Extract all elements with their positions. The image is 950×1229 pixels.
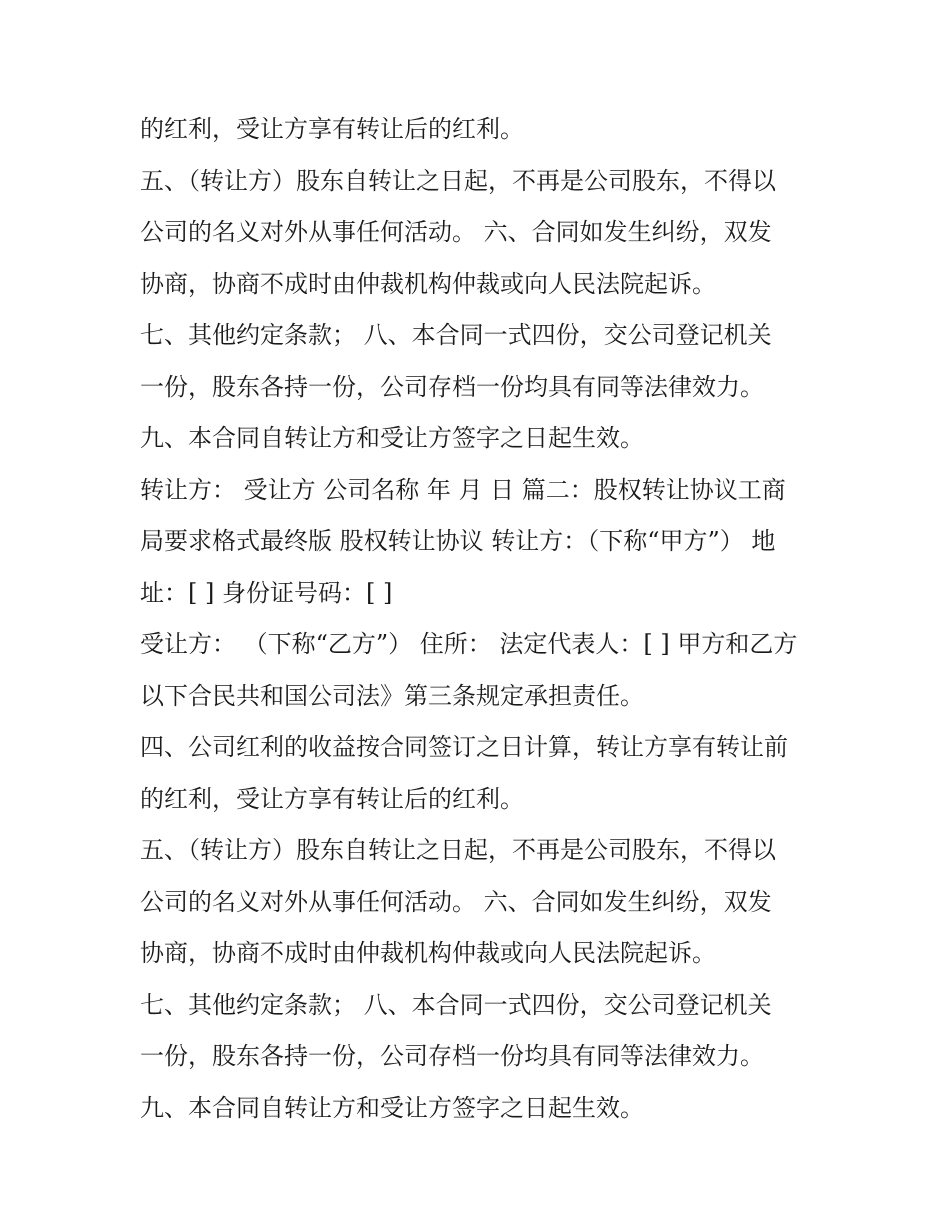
text-line: 的红利，受让方享有转让后的红利。 bbox=[140, 115, 524, 143]
text-line: 五、（转让方）股东自转让之日起，不再是公司股东，不得以 bbox=[140, 166, 776, 195]
text-line: 受让方： （下称“乙方”） 住所： 法定代表人：[ ] 甲方和乙方 bbox=[140, 630, 798, 658]
document-body bbox=[140, 104, 830, 1134]
text-line: 一份，股东各持一份，公司存档一份均具有同等法律效力。 bbox=[140, 372, 764, 401]
text-line: 五、（转让方）股东自转让之日起，不再是公司股东，不得以 bbox=[140, 836, 776, 864]
text-line: 七、其他约定条款； 八、本合同一式四份，交公司登记机关 bbox=[140, 321, 772, 349]
text-line: 局要求格式最终版 股权转让协议 转让方：（下称“甲方”） 地 bbox=[140, 527, 776, 555]
text-line: 以下合民共和国公司法》第三条规定承担责任。 bbox=[140, 681, 644, 710]
text-line: 四、公司红利的收益按合同签订之日计算，转让方享有转让前 bbox=[140, 733, 788, 761]
text-line: 的红利，受让方享有转让后的红利。 bbox=[140, 784, 524, 813]
text-line: 一份，股东各持一份，公司存档一份均具有同等法律效力。 bbox=[140, 1042, 764, 1070]
text-line: 公司的名义对外从事任何活动。 六、合同如发生纠纷，双发 bbox=[140, 218, 772, 246]
text-line: 九、本合同自转让方和受让方签字之日起生效。 bbox=[140, 424, 644, 452]
text-line: 址：[ ] 身份证号码：[ ] bbox=[140, 578, 393, 607]
text-line: 九、本合同自转让方和受让方签字之日起生效。 bbox=[140, 1093, 644, 1122]
text-line: 协商，协商不成时由仲裁机构仲裁或向人民法院起诉。 bbox=[140, 269, 716, 298]
text-line: 公司的名义对外从事任何活动。 六、合同如发生纠纷，双发 bbox=[140, 887, 772, 916]
text-line: 协商，协商不成时由仲裁机构仲裁或向人民法院起诉。 bbox=[140, 939, 716, 967]
text-line: 转让方： 受让方 公司名称 年 月 日 篇二：股权转让协议工商 bbox=[140, 475, 786, 504]
text-line: 七、其他约定条款； 八、本合同一式四份，交公司登记机关 bbox=[140, 990, 772, 1019]
